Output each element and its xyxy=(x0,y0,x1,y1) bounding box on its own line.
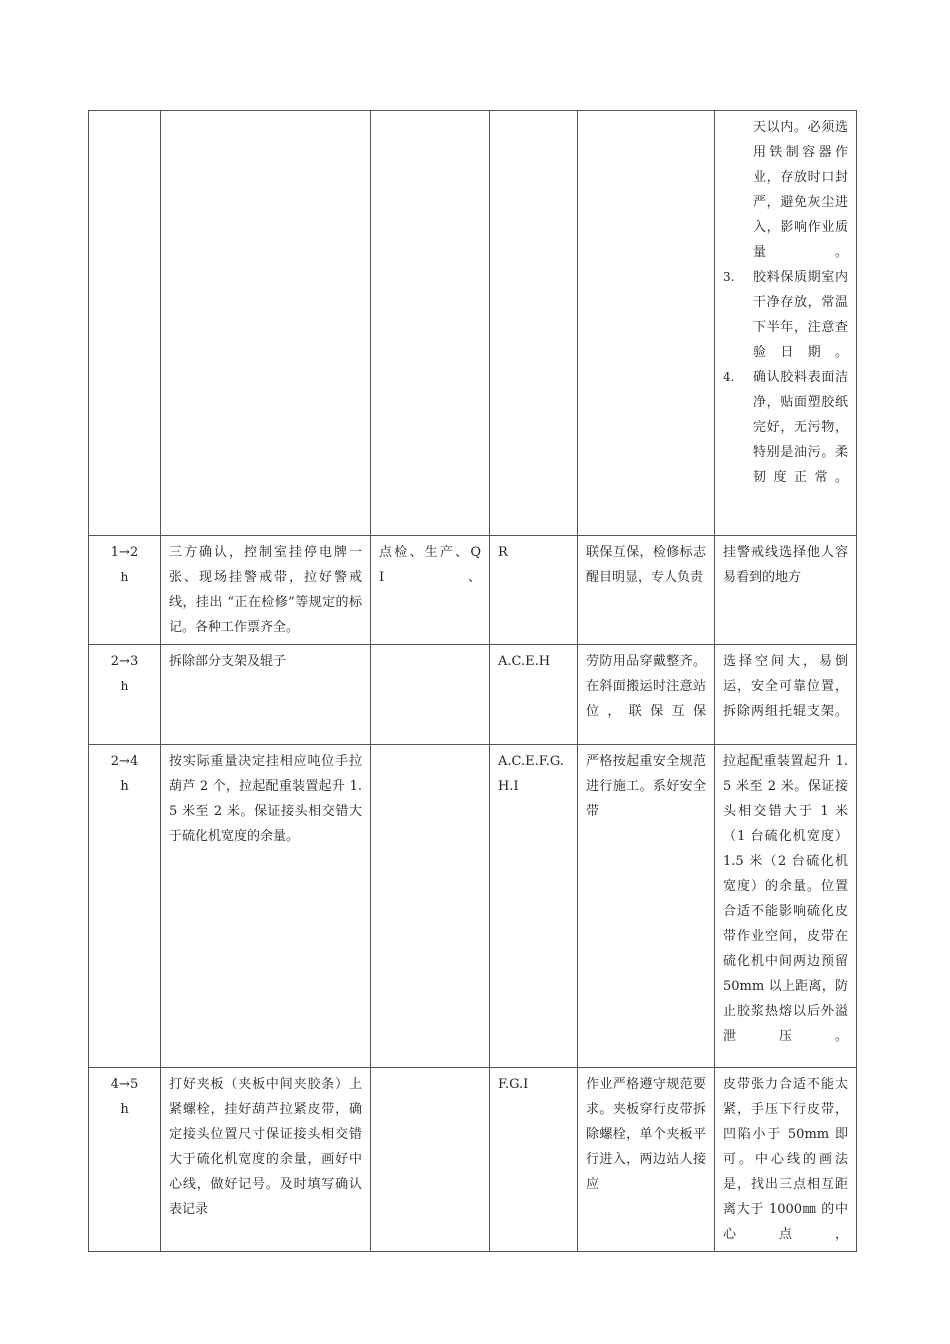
notes-continuation: 天以内。必须选用铁制容器作业，存放时口封严，避免灰尘进入，影响作业质量。 xyxy=(753,120,848,260)
notes-item xyxy=(723,365,848,490)
time-unit: h xyxy=(120,679,129,693)
content-cell: 按实际重量决定挂相应吨位手拉葫芦 2 个，拉起配重装置起升 1.5 米至 2 米。保证接头相交错大于硫化机宽度的余量。 xyxy=(161,745,371,1068)
table-row xyxy=(89,111,857,536)
hazard-cell: A.C.E.F.G.H.I xyxy=(490,745,578,1068)
responsible-cell: 点检、生产、QI、 xyxy=(371,536,490,645)
responsible-cell xyxy=(371,745,490,1068)
notes-item-number: 4. xyxy=(723,370,735,384)
time-cell xyxy=(89,1068,161,1252)
notes-item-text: 确认胶料表面洁净，贴面塑胶纸完好，无污物，特别是油污。柔韧度正常。 xyxy=(753,370,848,485)
notes-cell: 皮带张力合适不能太紧，手压下行皮带，凹陷小于 50mm 即可。中心线的画法是，找出三点相互距离大于 1000㎜ 的中心点， xyxy=(715,1068,857,1252)
content-cell: 三方确认，控制室挂停电牌一张、现场挂警戒带，拉好警戒线，挂出 “正在检修”等规定的标记。各种工作票齐全。 xyxy=(161,536,371,645)
time-range: 2→4 xyxy=(110,754,139,769)
hazard-cell: R xyxy=(490,536,578,645)
hazard-cell xyxy=(490,111,578,536)
time-unit: h xyxy=(120,779,129,794)
notes-item xyxy=(723,265,848,365)
content-cell: 拆除部分支架及辊子 xyxy=(161,645,371,745)
notes-item-number: 3. xyxy=(723,270,735,284)
responsible-cell xyxy=(371,111,490,536)
hazard-cell: A.C.E.H xyxy=(490,645,578,745)
time-cell xyxy=(89,536,161,645)
safety-cell: 严格按起重安全规范进行施工。系好安全带 xyxy=(578,745,715,1068)
responsible-cell xyxy=(371,1068,490,1252)
table-row xyxy=(89,645,857,745)
notes-cell: 挂警戒线选择他人容易看到的地方 xyxy=(715,536,857,645)
notes-cell: 拉起配重装置起升 1.5 米至 2 米。保证接头相交错大于 1 米（1 台硫化机宽度）1.5 米（2 台硫化机宽度）的余量。位置合适不能影响硫化皮带作业空间，皮带在硫化机中间两边预留 50mm 以上距离，防止胶浆热熔以后外溢泄压。 xyxy=(715,745,857,1068)
content-cell xyxy=(161,111,371,536)
notes-cell: 选择空间大，易倒运，安全可靠位置，拆除两组托辊支架。 xyxy=(715,645,857,745)
notes-cell xyxy=(715,111,857,536)
hazard-cell: F.G.I xyxy=(490,1068,578,1252)
responsible-cell xyxy=(371,645,490,745)
time-cell xyxy=(89,645,161,745)
time-cell xyxy=(89,745,161,1068)
time-unit: h xyxy=(120,1102,129,1117)
time-cell xyxy=(89,111,161,536)
time-range: 2→3 xyxy=(110,654,139,669)
table-row xyxy=(89,536,857,645)
content-cell: 打好夹板（夹板中间夹胶条）上紧螺栓，挂好葫芦拉紧皮带，确定接头位置尺寸保证接头相交错大于硫化机宽度的余量，画好中心线，做好记号。及时填写确认表记录 xyxy=(161,1068,371,1252)
safety-cell: 作业严格遵守规范要求。夹板穿行皮带拆除螺栓，单个夹板平行进入，两边站人接应 xyxy=(578,1068,715,1252)
safety-cell: 联保互保，检修标志醒目明显，专人负责 xyxy=(578,536,715,645)
time-range: 4→5 xyxy=(110,1077,139,1092)
procedure-table xyxy=(88,110,857,1252)
time-unit: h xyxy=(120,570,129,584)
safety-cell xyxy=(578,111,715,536)
time-range: 1→2 xyxy=(110,545,139,560)
notes-item-text: 胶料保质期室内干净存放，常温下半年，注意查验日期。 xyxy=(753,270,848,360)
safety-cell: 劳防用品穿戴整齐。在斜面搬运时注意站位，联保互保 xyxy=(578,645,715,745)
table-row xyxy=(89,745,857,1068)
notes-list xyxy=(723,115,848,490)
table-row xyxy=(89,1068,857,1252)
